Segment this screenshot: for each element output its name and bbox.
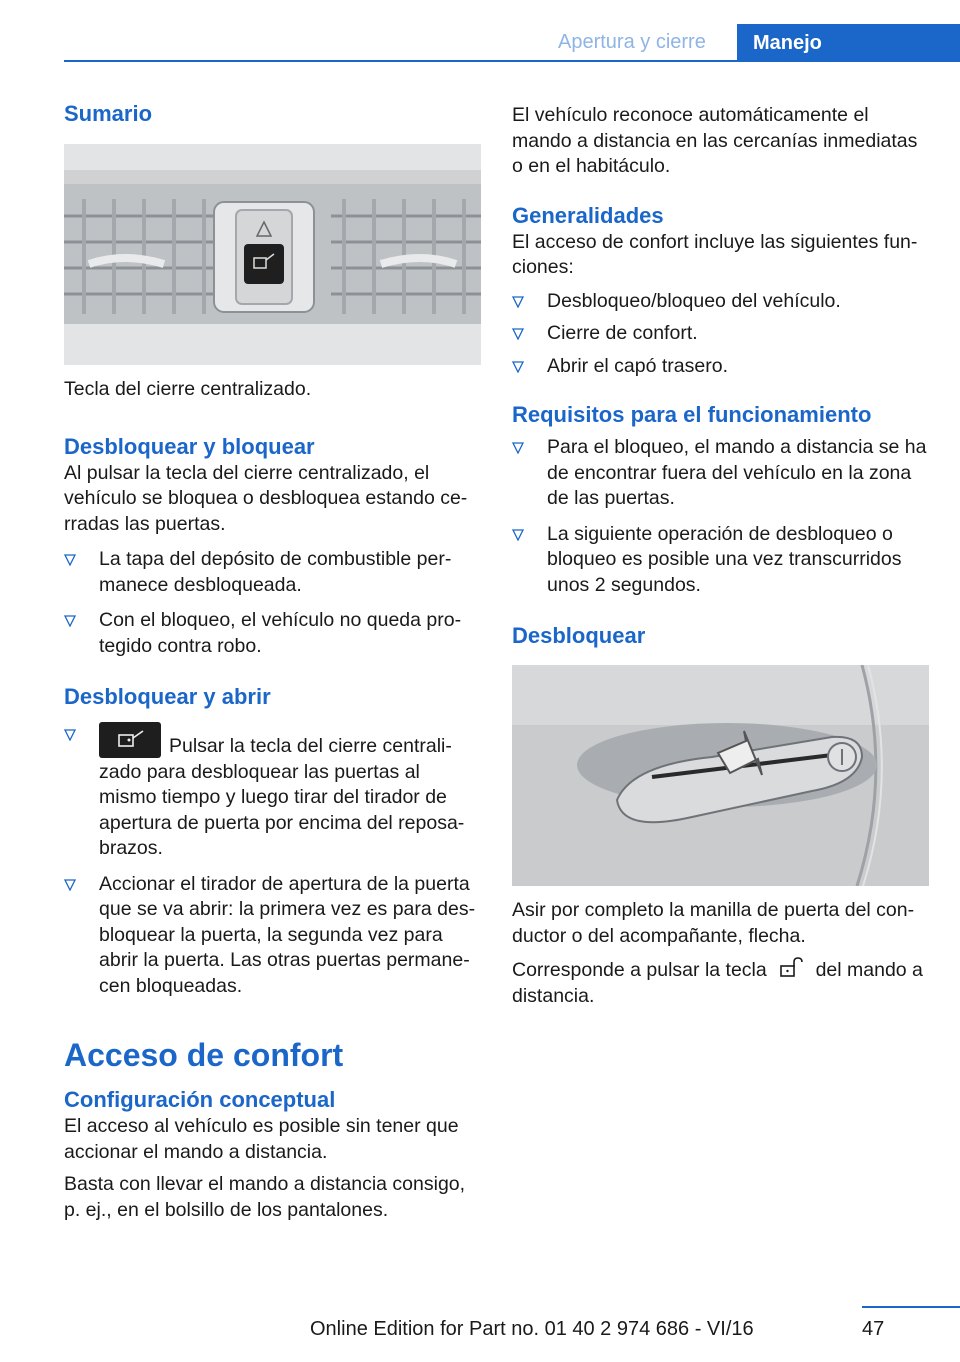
bullet-triangle-icon bbox=[512, 296, 524, 308]
list-item-text: Abrir el capó trasero. bbox=[547, 354, 728, 377]
dashboard-vent-illustration bbox=[64, 144, 481, 365]
concept-heading: Configuración conceptual bbox=[64, 1087, 336, 1112]
figure-1-caption: Tecla del cierre centralizado. bbox=[64, 378, 312, 400]
lock-unlock-text: Al pulsar la tecla del cierre centralizado, el vehículo se bloquea o desbloquea estando ce‐rradas las puertas. bbox=[64, 461, 468, 535]
general-text: El acceso de confort incluye las siguientes fun‐ciones: bbox=[512, 230, 918, 278]
header-chapter-tab: Manejo bbox=[737, 24, 960, 62]
edition-label: Online Edition for Part no. 01 40 2 974 686 - VI/16 bbox=[310, 1318, 754, 1340]
list-item bbox=[64, 722, 481, 862]
remote-equivalent-text bbox=[512, 956, 929, 1009]
bullet-triangle-icon bbox=[64, 554, 76, 566]
list-item-text: La tapa del depósito de combustible per‐manece desbloqueada. bbox=[99, 548, 452, 596]
list-item bbox=[512, 435, 929, 512]
header-section-label: Apertura y cierre bbox=[558, 31, 706, 53]
bullet-triangle-icon bbox=[512, 361, 524, 373]
page-number: 47 bbox=[862, 1318, 885, 1340]
unlock-open-list bbox=[64, 722, 481, 999]
lock-unlock-heading: Desbloquear y bloquear bbox=[64, 433, 315, 459]
remote-text-before: Corresponde a pulsar la tecla bbox=[512, 959, 767, 981]
list-item bbox=[64, 547, 481, 598]
comfort-access-heading: Acceso de confort bbox=[64, 1037, 344, 1073]
unlock-open-heading: Desbloquear y abrir bbox=[64, 684, 271, 709]
list-item bbox=[512, 522, 929, 599]
list-item bbox=[512, 321, 929, 347]
list-item-text: Desbloqueo/bloqueo del vehículo. bbox=[547, 289, 841, 312]
unlock-icon bbox=[778, 956, 804, 980]
left-column bbox=[64, 100, 481, 1223]
requirements-heading: Requisitos para el funcionamiento bbox=[512, 402, 872, 427]
central-lock-key-icon bbox=[99, 722, 161, 758]
right-column bbox=[512, 100, 929, 1009]
general-heading: Generalidades bbox=[512, 202, 664, 228]
bullet-triangle-icon bbox=[64, 615, 76, 627]
unlock-heading: Desbloquear bbox=[512, 623, 646, 648]
general-list bbox=[512, 289, 929, 380]
lock-unlock-list bbox=[64, 547, 481, 659]
figure-2-caption: Asir por completo la manilla de puerta del con‐ductor o del acompañante, flecha. bbox=[512, 899, 915, 947]
list-item bbox=[64, 872, 481, 1000]
list-item bbox=[512, 289, 929, 315]
door-handle-illustration bbox=[512, 665, 929, 886]
intro-text: El vehículo reconoce automáticamente el mando a distancia en las cercanías inmediatas o en el habitáculo. bbox=[512, 104, 918, 177]
list-item-text: La siguiente operación de desbloqueo o bloqueo es posible una vez transcurridos unos 2 segundos. bbox=[547, 522, 902, 596]
sumario-heading: Sumario bbox=[64, 101, 153, 126]
bullet-triangle-icon bbox=[64, 879, 76, 891]
list-item bbox=[512, 354, 929, 380]
requirements-list bbox=[512, 435, 929, 598]
concept-text-1: El acceso al vehículo es posible sin tener que accionar el mando a distancia. bbox=[64, 1115, 459, 1163]
concept-text-2: Basta con llevar el mando a distancia consigo, p. ej., en el bolsillo de los pantalones. bbox=[64, 1173, 466, 1221]
list-item-text: Cierre de confort. bbox=[547, 322, 698, 344]
bullet-triangle-icon bbox=[512, 328, 524, 340]
list-item-text: Para el bloqueo, el mando a distancia se ha de encontrar fuera del vehículo en la zona de las puertas. bbox=[547, 436, 927, 509]
remote-text-after: del mando a distancia. bbox=[512, 959, 923, 1007]
bullet-triangle-icon bbox=[512, 442, 524, 454]
header-rule bbox=[64, 60, 960, 62]
door-handle-figure bbox=[512, 665, 929, 886]
list-item bbox=[64, 608, 481, 659]
list-item-text: Pulsar la tecla del cierre centrali‐zado para desbloquear las puertas al mismo tiempo y luego tirar del tirador de apertura de puerta por encima del reposa‐brazos. bbox=[99, 735, 465, 859]
list-item-text: Accionar el tirador de apertura de la puerta que se va abrir: la primera vez es para des‐bloquear la puerta, la segunda vez para abrir la puerta. Las otras puertas permane‐cen bloqueadas. bbox=[99, 872, 476, 997]
list-item-text: Con el bloqueo, el vehículo no queda pro‐tegido contra robo. bbox=[99, 609, 462, 657]
footer-rule bbox=[862, 1306, 960, 1308]
bullet-triangle-icon bbox=[64, 729, 76, 741]
bullet-triangle-icon bbox=[512, 529, 524, 541]
central-lock-button-figure bbox=[64, 144, 481, 365]
